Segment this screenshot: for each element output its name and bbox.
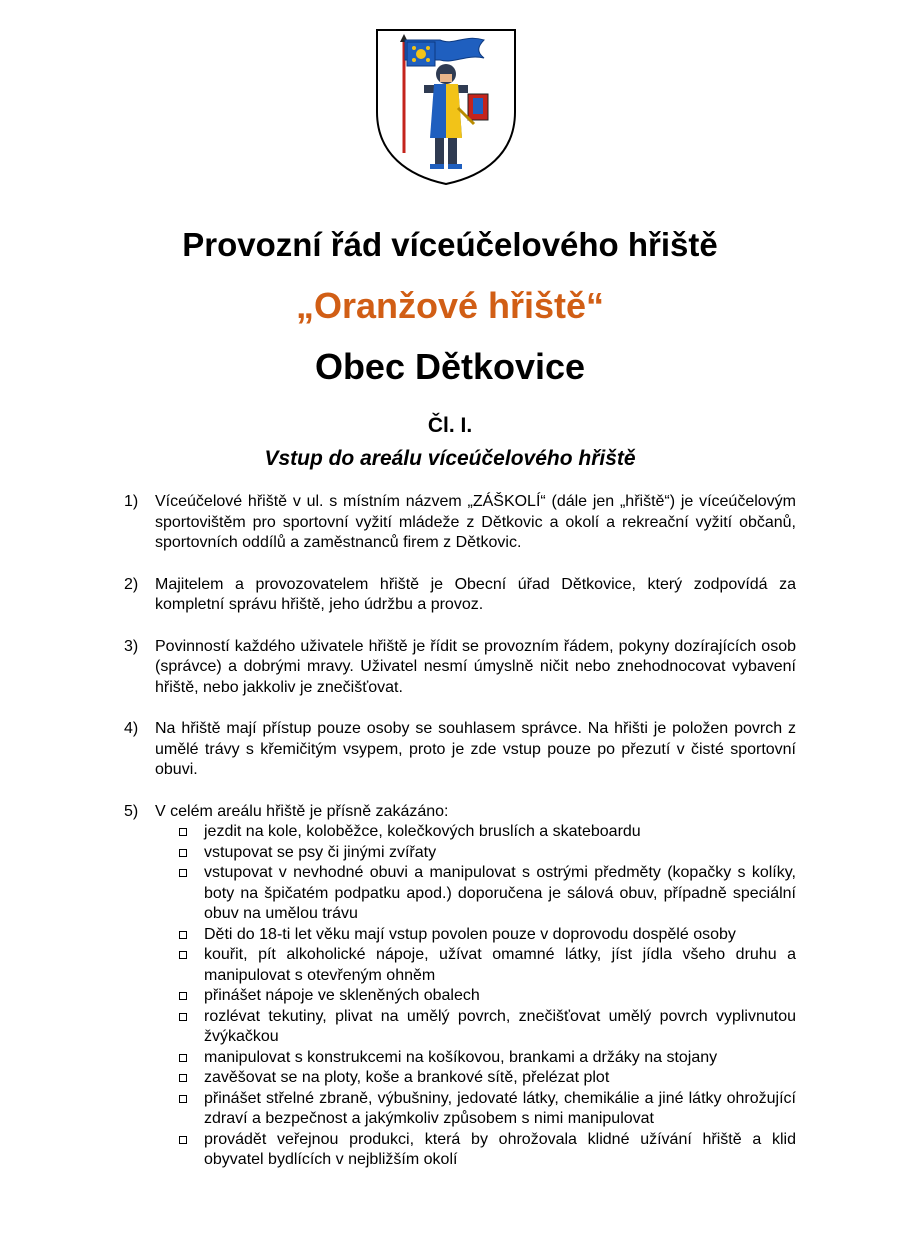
prohibited-text: vstupovat se psy či jinými zvířaty	[204, 843, 437, 861]
rule-item-5	[124, 802, 796, 823]
rule-text: Na hřiště mají přístup pouze osoby se souhlasem správce. Na hřišti je položen povrch z umělé trávy s křemičitým vsypem, proto je zde vstup pouze po přezutí v čisté sportovní obuvi.	[155, 720, 796, 778]
prohibited-text: přinášet střelné zbraně, výbušniny, jedovaté látky, chemikálie a jiné látky ohrožující zdraví a bezpečnost a jakýmkoliv způsobem s nimi manipulovat	[204, 1089, 796, 1127]
rule-number: 2)	[124, 575, 139, 593]
square-bullet-icon	[179, 828, 187, 836]
rule-item-4	[124, 719, 796, 781]
prohibited-item	[179, 1089, 796, 1130]
square-bullet-icon	[179, 1095, 187, 1103]
square-bullet-icon	[179, 1013, 187, 1021]
prohibited-list	[124, 822, 796, 1171]
rule-text: Víceúčelové hřiště v ul. s místním názvem „ZÁŠKOLÍ“ (dále jen „hřiště“) je víceúčelovým sportovištěm pro sportovní vyžití mládeže z Dětkovic a okolí a rekreační vyžití občanů, sportovních oddílů a zaměstnanců firem z Dětkovic.	[155, 493, 796, 551]
prohibited-item	[179, 986, 796, 1007]
square-bullet-icon	[179, 849, 187, 857]
prohibited-text: kouřit, pít alkoholické nápoje, užívat omamné látky, jíst jídla všeho druhu a manipulovat s otevřeným ohněm	[204, 946, 796, 984]
rule-text: V celém areálu hřiště je přísně zakázáno:	[155, 802, 449, 820]
prohibited-item	[179, 1130, 796, 1171]
prohibited-text: rozlévat tekutiny, plivat na umělý povrch, znečišťovat umělý povrch vyplivnutou žvýkačkou	[204, 1007, 796, 1045]
rule-item-1	[124, 492, 796, 554]
municipality-name: Obec Dětkovice	[314, 346, 586, 387]
prohibited-item	[179, 822, 796, 843]
square-bullet-icon	[179, 1136, 187, 1144]
prohibited-item	[179, 863, 796, 925]
prohibited-text: přinášet nápoje ve skleněných obalech	[204, 987, 480, 1004]
article-heading: Vstup do areálu víceúčelového hřiště	[264, 447, 636, 470]
document-title: Provozní řád víceúčelového hřiště	[182, 226, 718, 263]
prohibited-item	[179, 925, 796, 946]
prohibited-text: vstupovat v nevhodné obuvi a manipulovat s ostrými předměty (kopačky s kolíky, boty na špičatém podpatku apod.) doporučena je sálová obuv, případně speciální obuv na umělou trávu	[204, 864, 796, 922]
playground-name: „Oranžové hřiště“	[295, 285, 605, 326]
rules-list	[124, 492, 796, 1171]
prohibited-item	[179, 1007, 796, 1048]
square-bullet-icon	[179, 931, 187, 939]
prohibited-text: manipulovat s konstrukcemi na košíkovou, brankami a držáky na stojany	[204, 1048, 718, 1066]
article-number: Čl. I.	[427, 414, 473, 437]
rule-text: Povinností každého uživatele hřiště je řídit se provozním řádem, pokyny dozírajících osob (správce) a dobrými mravy. Uživatel nesmí úmyslně ničit nebo znehodnocovat vybavení hřiště, nebo jakkoliv je znečišťovat.	[155, 637, 796, 696]
rule-number: 5)	[124, 802, 139, 820]
rule-item-2	[124, 575, 796, 616]
rule-number: 3)	[124, 637, 139, 655]
rule-item-3	[124, 637, 796, 699]
rule-number: 4)	[124, 720, 139, 737]
prohibited-item	[179, 1068, 796, 1089]
prohibited-item	[179, 843, 796, 864]
square-bullet-icon	[179, 1074, 187, 1082]
prohibited-text: zavěšovat se na ploty, koše a brankové sítě, přelézat plot	[204, 1069, 610, 1086]
prohibited-text: provádět veřejnou produkci, která by ohrožovala klidné užívání hřiště a klid obyvatel bydlících v nejbližším okolí	[204, 1130, 796, 1168]
square-bullet-icon	[179, 1054, 187, 1062]
prohibited-text: Děti do 18-ti let věku mají vstup povolen pouze v doprovodu dospělé osoby	[204, 925, 736, 943]
square-bullet-icon	[179, 869, 187, 877]
prohibited-item	[179, 945, 796, 986]
prohibited-text: jezdit na kole, koloběžce, kolečkových bruslích a skateboardu	[204, 823, 641, 840]
prohibited-item	[179, 1048, 796, 1069]
coat-of-arms-icon	[374, 28, 518, 186]
rule-number: 1)	[124, 493, 139, 510]
square-bullet-icon	[179, 992, 187, 1000]
square-bullet-icon	[179, 951, 187, 959]
rule-text: Majitelem a provozovatelem hřiště je Obecní úřad Dětkovice, který zodpovídá za kompletní správu hřiště, jeho údržbu a provoz.	[155, 575, 796, 613]
